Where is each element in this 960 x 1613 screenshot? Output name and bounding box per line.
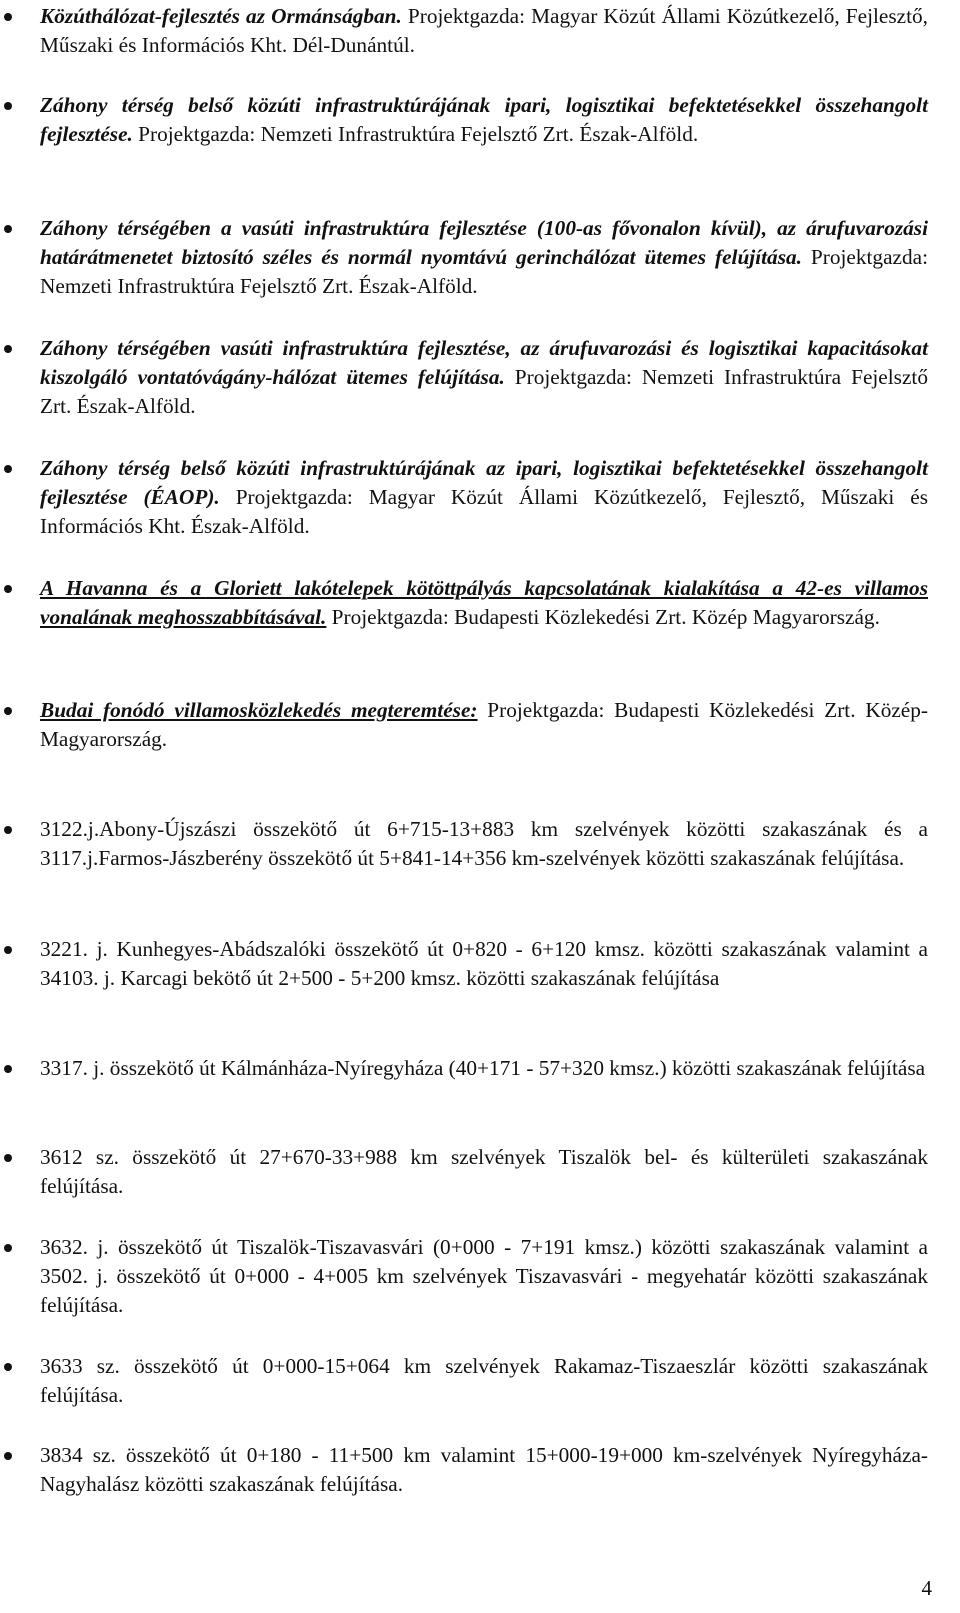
project-details: Projektgazda: Budapesti Közlekedési Zrt. Közép Magyarország.: [326, 605, 880, 629]
list-item: [40, 214, 928, 301]
list-item: [40, 1441, 928, 1499]
page-number: 4: [921, 1576, 932, 1600]
list-item: [40, 2, 928, 60]
list-item: [40, 91, 928, 149]
bullet-icon: [4, 225, 12, 233]
project-details: Projektgazda: Nemzeti Infrastruktúra Fejelsztő Zrt. Észak-Alföld.: [132, 122, 699, 146]
project-details: Projektgazda: Magyar Közút Állami Közútkezelő, Fejlesztő, Műszaki és Információs Kht. Észak-Alföld.: [40, 485, 928, 538]
project-details: Projektgazda: Budapesti Közlekedési Zrt. Közép-Magyarország.: [40, 698, 929, 751]
bullet-icon: [4, 13, 12, 21]
bullet-icon: [4, 1154, 12, 1162]
road-renovation-text: 3122.j.Abony-Újszászi összekötő út 6+715-13+883 km szelvények közötti szakaszának és a 3117.j.Farmos-Jászberény összekötő út 5+841-14+356 km-szelvények közötti szakaszának felújítása.: [40, 817, 928, 870]
road-renovation-text: 3632. j. összekötő út Tiszalök-Tiszavasvári (0+000 - 7+191 kmsz.) közötti szakaszának valamint a 3502. j. összekötő út 0+000 - 4+005 km szelvények Tiszavasvári - megyehatár közötti szakaszának felújítása.: [40, 1235, 928, 1317]
bullet-icon: [4, 946, 12, 954]
list-item: [40, 935, 928, 993]
bullet-icon: [4, 1244, 12, 1252]
project-title: Közúthálózat-fejlesztés az Ormánságban.: [40, 4, 402, 28]
bullet-icon: [4, 102, 12, 110]
bullet-icon: [4, 1363, 12, 1371]
project-details: Projektgazda: Magyar Közút Állami Közútkezelő, Fejlesztő, Műszaki és Információs Kht. Dél-Dunántúl.: [40, 4, 928, 57]
list-item: [40, 1352, 928, 1410]
list-item: [40, 1233, 928, 1320]
bullet-icon: [4, 826, 12, 834]
road-renovation-text: 3317. j. összekötő út Kálmánháza-Nyíregyháza (40+171 - 57+320 kmsz.) közötti szakaszának felújítása: [40, 1056, 926, 1080]
road-renovation-text: 3221. j. Kunhegyes-Abádszalóki összekötő út 0+820 - 6+120 kmsz. közötti szakaszának valamint a 34103. j. Karcagi bekötő út 2+500 - 5+200 kmsz. közötti szakaszának felújítása: [40, 937, 928, 990]
list-item: [40, 454, 928, 541]
road-renovation-text: 3612 sz. összekötő út 27+670-33+988 km szelvények Tiszalök bel- és külterületi szakaszának felújítása.: [40, 1145, 928, 1198]
project-title: Budai fonódó villamosközlekedés megteremtése:: [40, 698, 478, 722]
project-title: Záhony térségében a vasúti infrastruktúra fejlesztése (100-as fővonalon kívül), az árufuvarozási határátmenetet biztosító széles és normál nyomtávú gerinchálózat ütemes felújítása.: [40, 216, 928, 269]
road-renovation-text: 3834 sz. összekötő út 0+180 - 11+500 km valamint 15+000-19+000 km-szelvények Nyíregyháza-Nagyhalász közötti szakaszának felújítása.: [40, 1443, 928, 1496]
bullet-icon: [4, 707, 12, 715]
list-item: [40, 696, 928, 754]
project-title: Záhony térség belső közúti infrastruktúrájának az ipari, logisztikai befektetésekkel összehangolt fejlesztése (ÉAOP).: [40, 456, 928, 509]
road-renovation-text: 3633 sz. összekötő út 0+000-15+064 km szelvények Rakamaz-Tiszaeszlár közötti szakaszának felújítása.: [40, 1354, 928, 1407]
bullet-icon: [4, 345, 12, 353]
list-item: [40, 815, 928, 873]
project-title: Záhony térség belső közúti infrastruktúrájának ipari, logisztikai befektetésekkel összehangolt fejlesztése.: [40, 93, 928, 146]
list-item: [40, 334, 928, 421]
bullet-icon: [4, 585, 12, 593]
list-item: [40, 574, 928, 632]
list-item: [40, 1054, 928, 1083]
bullet-icon: [4, 1452, 12, 1460]
project-title: A Havanna és a Gloriett lakótelepek kötöttpályás kapcsolatának kialakítása a 42-es villamos vonalának meghosszabbításával.: [40, 576, 928, 629]
project-details: Projektgazda: Nemzeti Infrastruktúra Fejelsztő Zrt. Észak-Alföld.: [40, 245, 928, 298]
bullet-icon: [4, 1065, 12, 1073]
project-details: Projektgazda: Nemzeti Infrastruktúra Fejelsztő Zrt. Észak-Alföld.: [40, 365, 928, 418]
project-title: Záhony térségében vasúti infrastruktúra fejlesztése, az árufuvarozási és logisztikai kapacitásokat kiszolgáló vontatóvágány-hálózat ütemes felújítása.: [40, 336, 928, 389]
bullet-icon: [4, 465, 12, 473]
list-item: [40, 1143, 928, 1201]
